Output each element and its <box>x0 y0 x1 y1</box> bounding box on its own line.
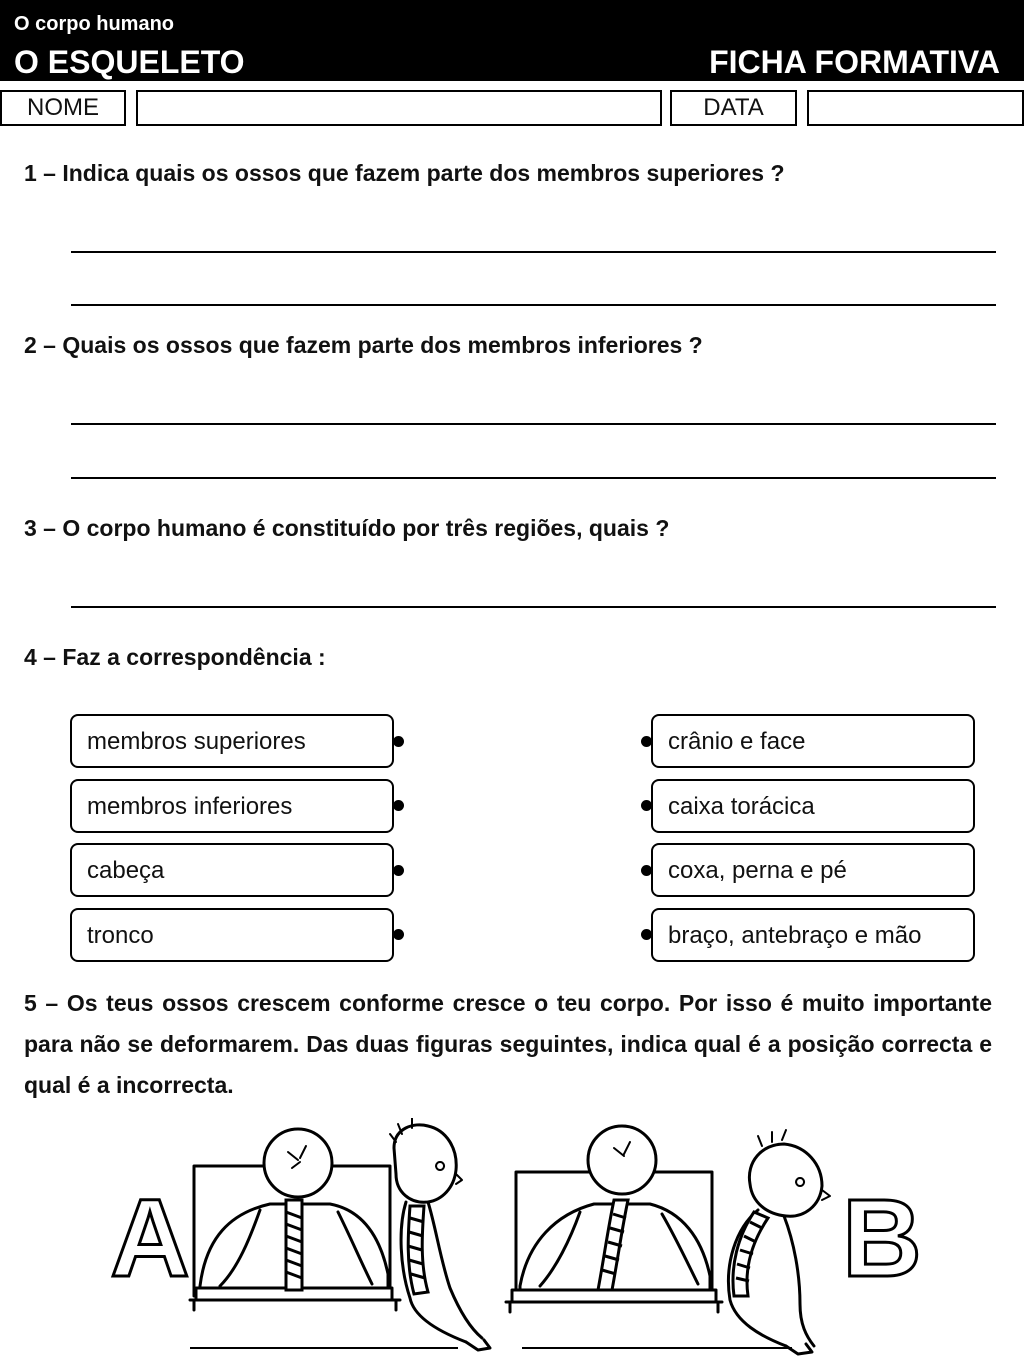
question-5: 5 – Os teus ossos crescem conforme cresce o teu corpo. Por isso é muito importante para não se deformarem. Das duas figuras seguintes, indica qual é a posição correcta e qual é a incorrecta. <box>24 990 992 1098</box>
question-2: 2 – Quais os ossos que fazem parte dos membros inferiores ? <box>24 332 703 358</box>
match-right-3: coxa, perna e pé <box>651 843 975 897</box>
figure-a-spine-back <box>286 1200 302 1290</box>
name-field[interactable] <box>136 90 662 126</box>
question-3: 3 – O corpo humano é constituído por três regiões, quais ? <box>24 515 670 541</box>
figure-label-b: B <box>842 1177 922 1300</box>
question-1: 1 – Indica quais os ossos que fazem parte dos membros superiores ? <box>24 160 785 186</box>
worksheet-title: O ESQUELETO <box>14 44 245 80</box>
figure-a-spine-side <box>408 1206 428 1294</box>
match-right-2: caixa torácica <box>651 779 975 833</box>
match-left-1: membros superiores <box>70 714 394 768</box>
name-label: NOME <box>0 90 126 126</box>
posture-figures <box>110 1118 930 1363</box>
answer-line-2b[interactable] <box>71 477 996 479</box>
match-left-4: tronco <box>70 908 394 962</box>
answer-line-figure-a[interactable] <box>190 1347 458 1349</box>
subject-label: O corpo humano <box>14 13 174 35</box>
answer-line-1b[interactable] <box>71 304 996 306</box>
date-label: DATA <box>670 90 797 126</box>
figure-label-a: A <box>110 1177 190 1300</box>
match-left-3: cabeça <box>70 843 394 897</box>
match-left-dot-3[interactable] <box>393 865 404 876</box>
answer-line-2a[interactable] <box>71 423 996 425</box>
date-field[interactable] <box>807 90 1024 126</box>
match-left-dot-2[interactable] <box>393 800 404 811</box>
figure-a-side-view <box>390 1118 490 1350</box>
match-right-1: crânio e face <box>651 714 975 768</box>
worksheet-type: FICHA FORMATIVA <box>709 44 1000 80</box>
match-left-dot-1[interactable] <box>393 736 404 747</box>
answer-line-3[interactable] <box>71 606 996 608</box>
match-left-2: membros inferiores <box>70 779 394 833</box>
answer-line-figure-b[interactable] <box>522 1347 792 1349</box>
match-right-4: braço, antebraço e mão <box>651 908 975 962</box>
match-left-dot-4[interactable] <box>393 929 404 940</box>
question-4: 4 – Faz a correspondência : <box>24 644 326 670</box>
header-bar <box>0 0 1024 81</box>
figure-b-spine-side <box>733 1212 768 1296</box>
answer-line-1a[interactable] <box>71 251 996 253</box>
